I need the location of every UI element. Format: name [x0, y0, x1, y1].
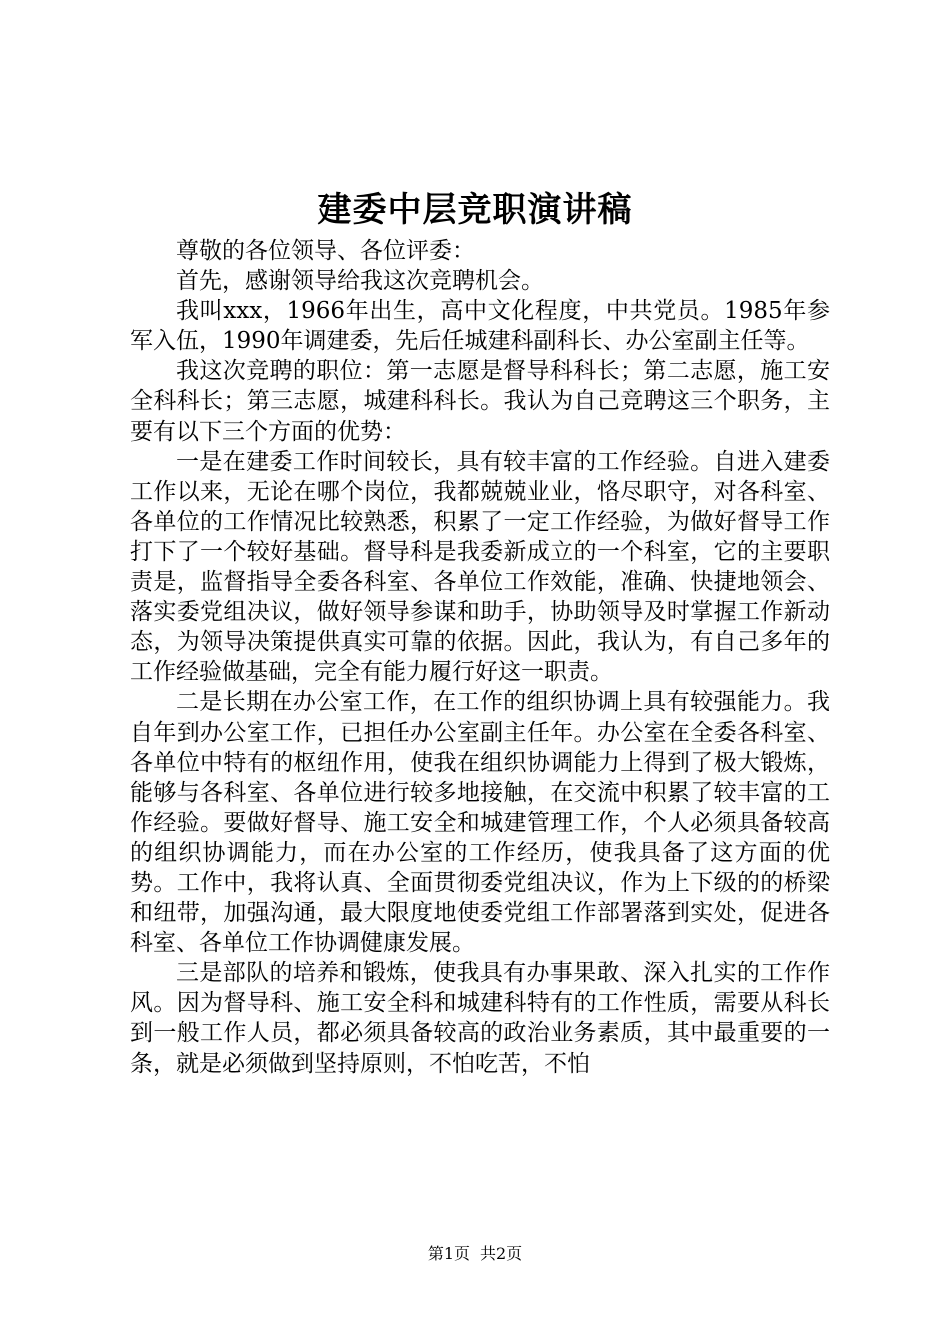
paragraph-advantage-1: 一是在建委工作时间较长，具有较丰富的工作经验。自进入建委工作以来，无论在哪个岗位，我都兢兢业业，恪尽职守，对各科室、各单位的工作情况比较熟悉，积累了一定工作经验，为做好督导工作打下了一个较好基础。督导科是我委新成立的一个科室，它的主要职责是，监督指导全委各科室、各单位工作效能，准确、快捷地领会、落实委党组决议，做好领导参谋和助手，协助领导及时掌握工作新动态，为领导决策提供真实可靠的依据。因此，我认为，有自己多年的工作经验做基础，完全有能力履行好这一职责。	[130, 448, 830, 686]
paragraph-advantage-2: 二是长期在办公室工作，在工作的组织协调上具有较强能力。我自年到办公室工作，已担任办公室副主任年。办公室在全委各科室、各单位中特有的枢纽作用，使我在组织协调能力上得到了极大锻炼，能够与各科室、各单位进行较多地接触，在交流中积累了较丰富的工作经验。要做好督导、施工安全和城建管理工作，个人必须具备较高的组织协调能力，而在办公室的工作经历，使我具备了这方面的优势。工作中，我将认真、全面贯彻委党组决议，作为上下级的的桥梁和纽带，加强沟通，最大限度地使委党组工作部署落到实处，促进各科室、各单位工作协调健康发展。	[130, 689, 830, 957]
paragraph-advantage-3: 三是部队的培养和锻炼，使我具有办事果敢、深入扎实的工作作风。因为督导科、施工安全科和城建科特有的工作性质，需要从科长到一般工作人员，都必须具备较高的政治业务素质，其中最重要的一条，就是必须做到坚持原则，不怕吃苦，不怕	[130, 960, 830, 1077]
paragraph-thanks: 首先，感谢领导给我这次竞聘机会。	[176, 268, 544, 295]
document-title: 建委中层竞职演讲稿	[317, 190, 633, 230]
paragraph-salutation: 尊敬的各位领导、各位评委：	[176, 238, 475, 264]
paragraph-self-intro: 我叫xxx，1966年出生，高中文化程度，中共党员。1985年参军入伍，1990年调建委，先后任城建科副科长、办公室副主任等。	[130, 298, 830, 355]
paragraph-positions: 我这次竞聘的职位：第一志愿是督导科科长；第二志愿，施工安全科科长；第三志愿，城建科科长。我认为自己竞聘这三个职务，主要有以下三个方面的优势：	[130, 358, 830, 445]
page-number: 第1页	[427, 1244, 470, 1263]
page-footer	[0, 1243, 950, 1265]
page-total: 共2页	[480, 1244, 523, 1263]
document-body	[130, 236, 830, 1079]
